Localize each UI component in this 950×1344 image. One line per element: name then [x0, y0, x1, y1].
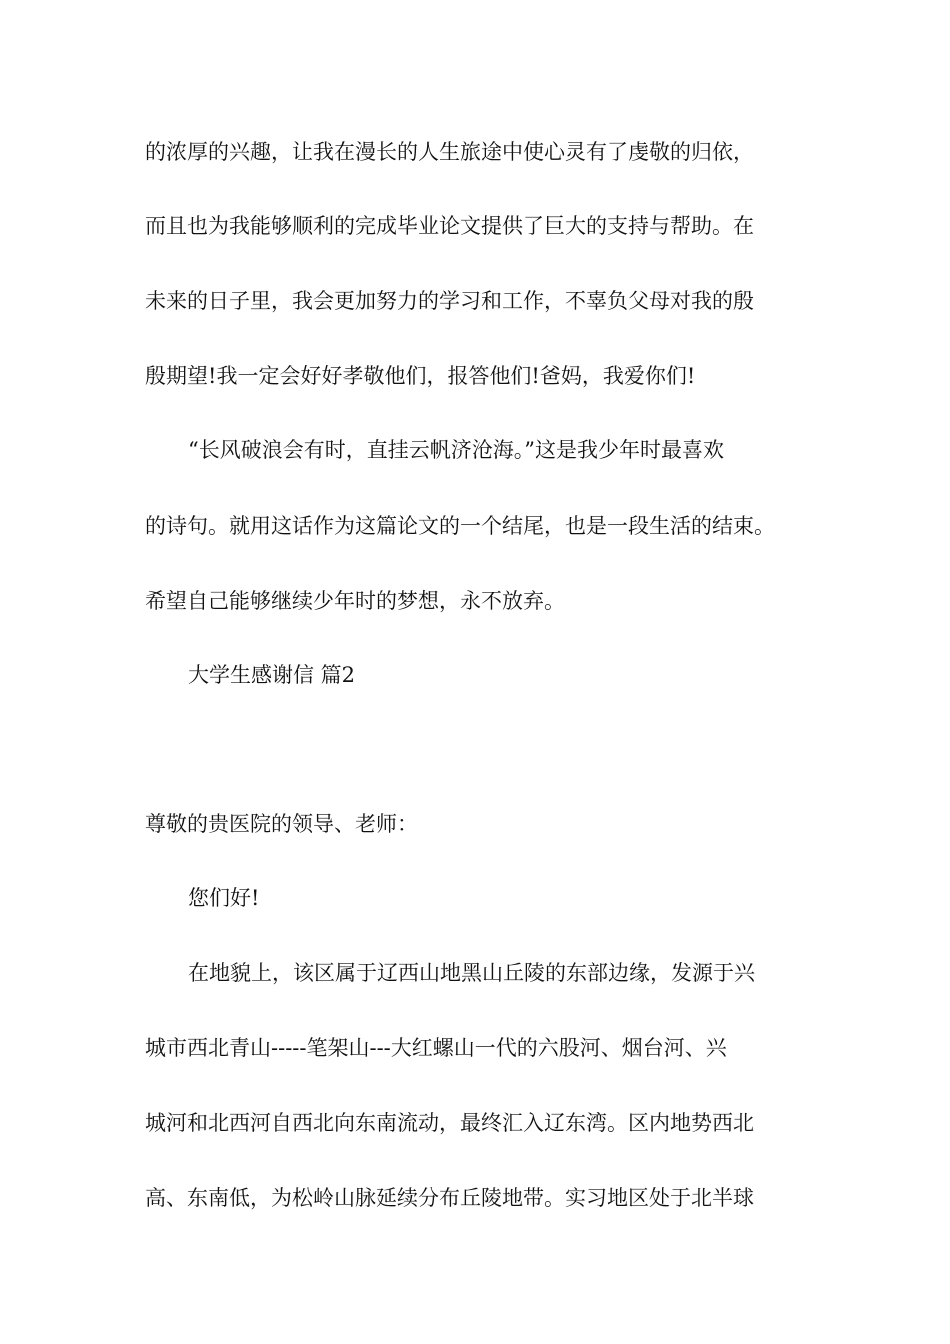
- text-line: 未来的日子里，我会更加努力的学习和工作，不辜负父母对我的殷: [145, 289, 754, 313]
- text-line: 高、东南低，为松岭山脉延续分布丘陵地带。实习地区处于北半球: [145, 1186, 754, 1210]
- section-heading: 大学生感谢信 篇2: [188, 663, 356, 687]
- greeting: 您们好!: [188, 886, 260, 910]
- text-line: 希望自己能够继续少年时的梦想，永不放弃。: [145, 589, 565, 613]
- salutation: 尊敬的贵医院的领导、老师：: [145, 812, 418, 836]
- text-line: “长风破浪会有时，直挂云帆济沧海。”这是我少年时最喜欢: [188, 438, 724, 462]
- text-line: 城市西北青山-----笔架山---大红螺山一代的六股河、烟台河、兴: [145, 1036, 727, 1060]
- text-line: 而且也为我能够顺利的完成毕业论文提供了巨大的支持与帮助。在: [145, 214, 754, 238]
- text-line: 城河和北西河自西北向东南流动，最终汇入辽东湾。区内地势西北: [145, 1111, 754, 1135]
- text-line: 的诗句。就用这话作为这篇论文的一个结尾，也是一段生活的结束。: [145, 514, 775, 538]
- text-line: 的浓厚的兴趣，让我在漫长的人生旅途中使心灵有了虔敬的归依，: [145, 140, 754, 164]
- text-line: 在地貌上，该区属于辽西山地黑山丘陵的东部边缘，发源于兴: [188, 961, 755, 985]
- text-line: 殷期望!我一定会好好孝敬他们，报答他们!爸妈，我爱你们!: [145, 364, 696, 388]
